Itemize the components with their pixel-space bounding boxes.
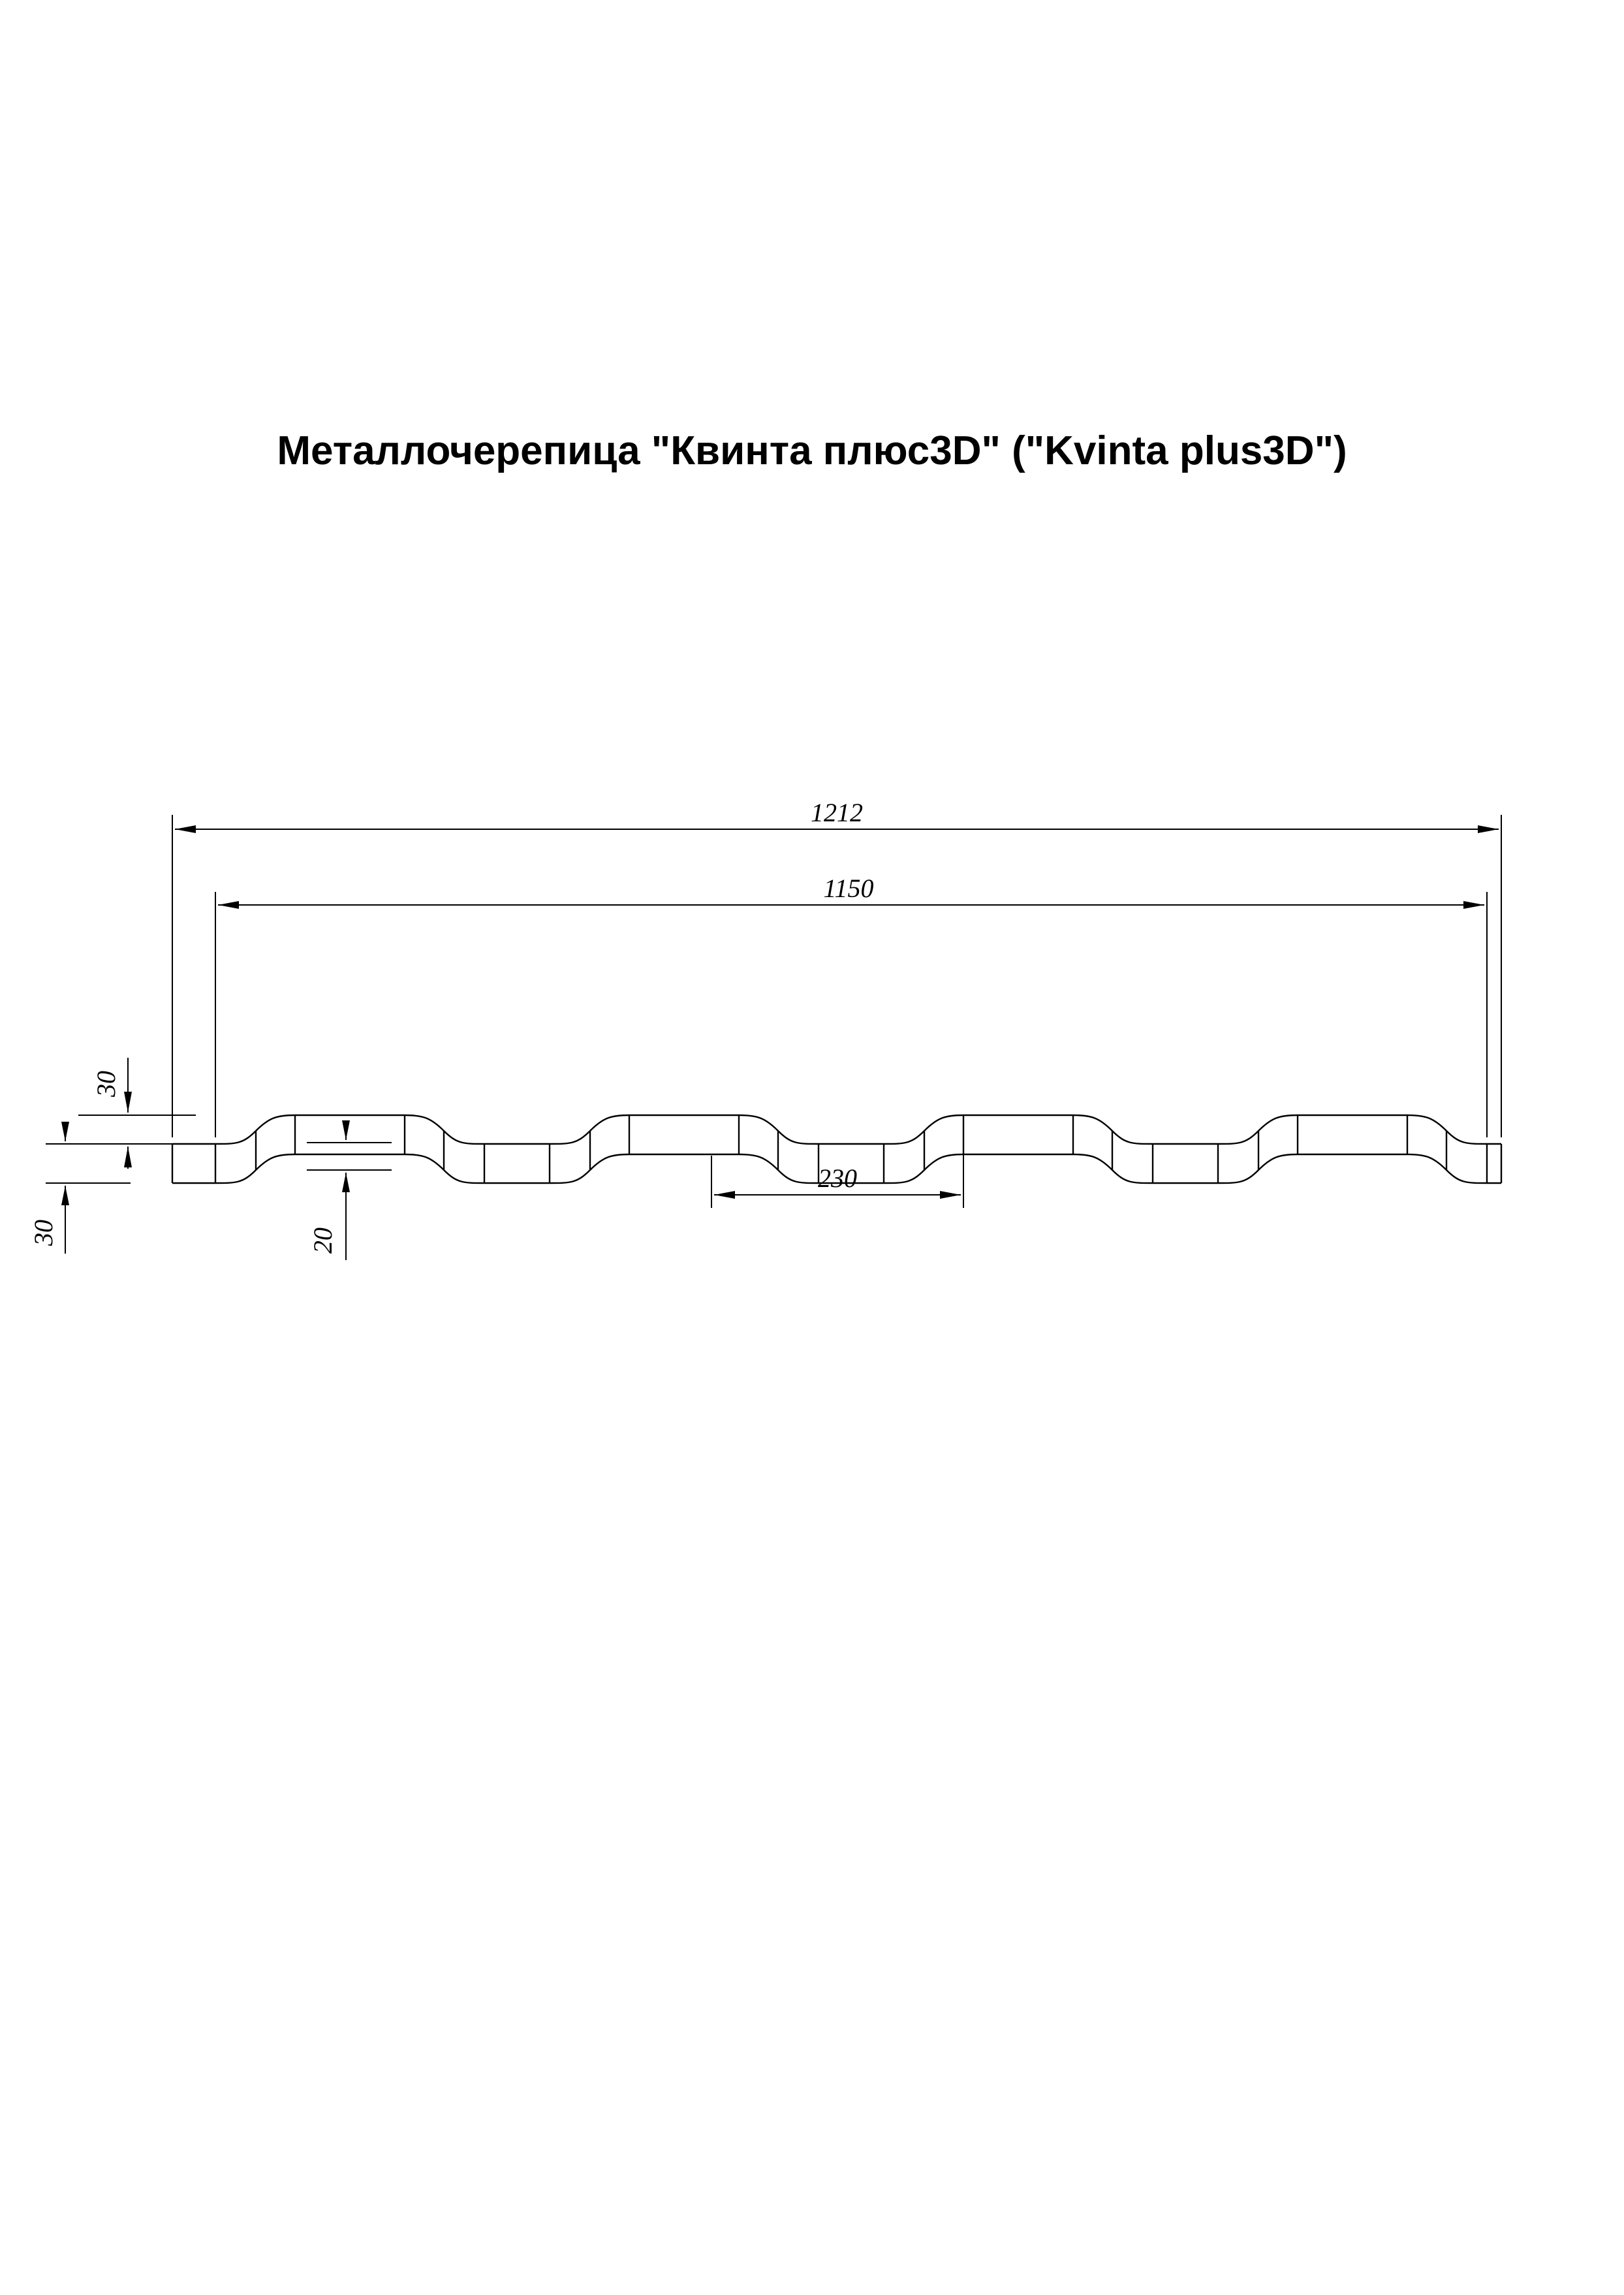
dimension-height-lower-30 [29,1122,131,1254]
dimension-label-1150: 1150 [823,874,874,903]
dimension-label-height-upper-30: 30 [91,1071,121,1097]
dimension-height-upper-30 [78,1058,196,1169]
dimension-label-rib-height-20: 20 [308,1227,337,1254]
dimension-label-230: 230 [818,1163,857,1193]
dimension-useful-1150 [215,874,1487,1137]
profile-outline [171,1015,1501,1260]
dimension-label-1212: 1212 [811,798,863,827]
dimension-overall-1212 [172,798,1501,1137]
dimension-rib-height-20 [307,1120,392,1260]
page-title: Металлочерепица "Квинта плюс3D" ("Kvinta plus3D") [277,428,1347,473]
profile-drawing [0,738,1624,1260]
dimension-label-height-lower-30: 30 [29,1220,58,1246]
